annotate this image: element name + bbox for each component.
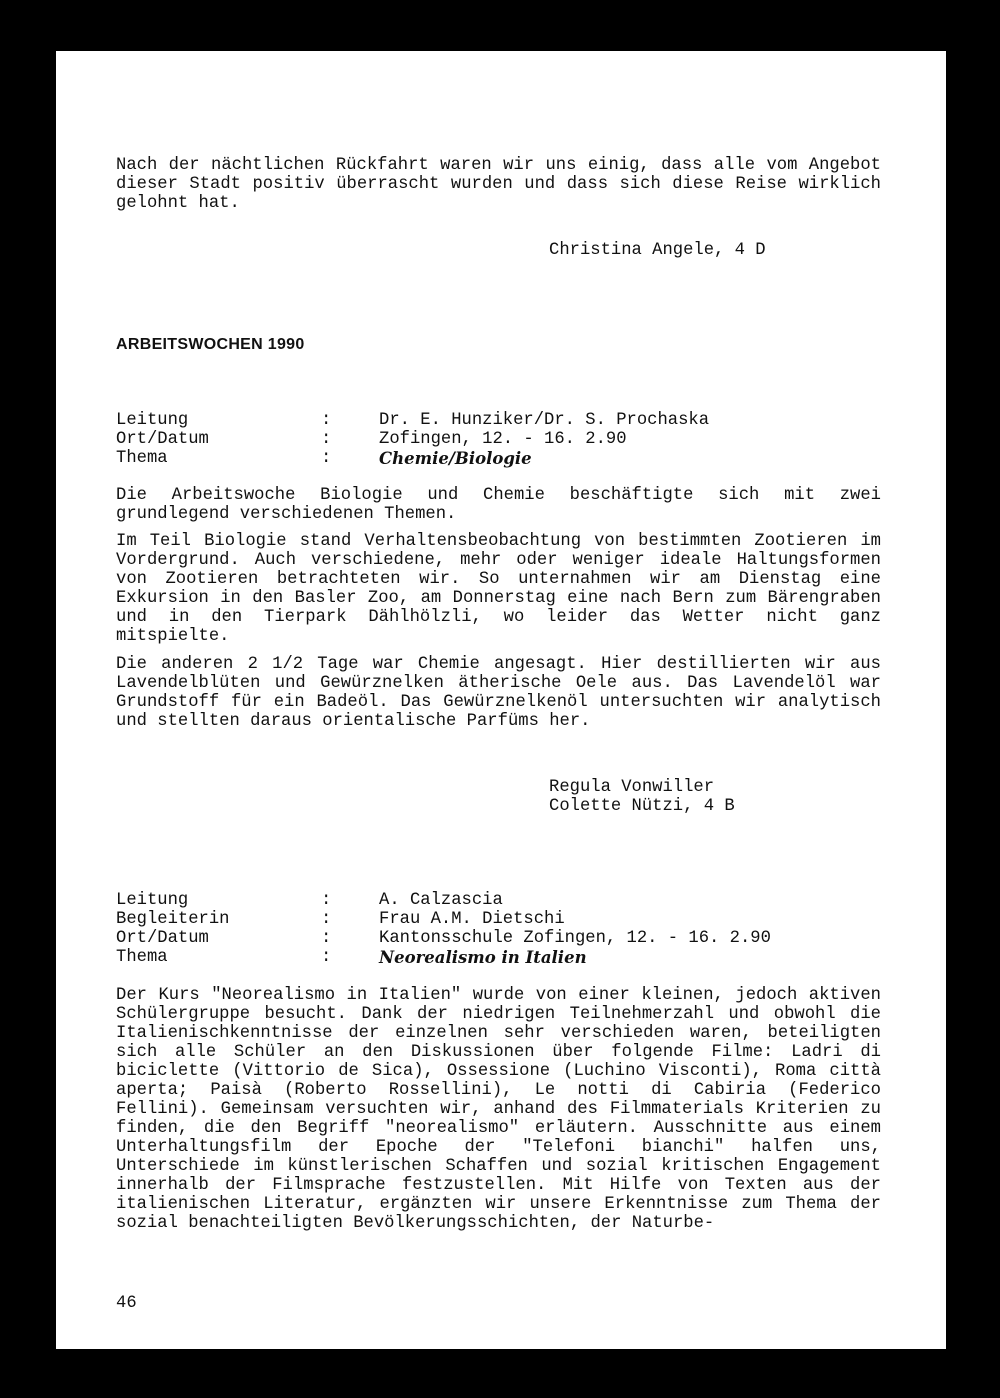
document-page [56,51,946,1349]
section-heading: ARBEITSWOCHEN 1990 [116,336,305,353]
meta-separator: : [321,929,332,948]
week2-paragraph: Der Kurs "Neorealismo in Italien" wurde von einer kleinen, jedoch aktiven Schülergruppe besucht. Dank der niedrigen Teilnehmerzahl und obwohl die Italienischkenntnisse der einzelnen sehr verschieden waren, beteiligten sich alle Schüler an den Diskussionen über folgende Filme: Ladri di biciclette (Vittorio de Sica), Ossessione (Luchino Visconti), Roma città aperta; Paisà (Roberto Rossellini), Le notti di Cabiria (Federico Fellini). Gemeinsam versuchten wir, anhand des Filmmaterials Kriterien zu finden, die den Begriff "neorealismo" erläutern. Ausschnitte aus einem Unterhaltungsfilm der Epoche der "Telefoni bianchi" halfen uns, Unterschiede im künstlerischen Schaffen und sozial kritischen Engagement innerhalb der Filmsprache festzustellen. Mit Hilfe von Texten aus der italienischen Literatur, ergänzten wir unsere Erkenntnisse zum Thema der sozial benachteiligten Bevölkerungsschichten, der Naturbe- [116,986,892,1233]
meta-value: A. Calzascia [379,891,503,910]
meta-value: Zofingen, 12. - 16. 2.90 [379,430,627,449]
meta-label: Thema [116,948,168,967]
week1-signature-line-1: Regula Vonwiller [549,778,715,797]
meta-separator: : [321,910,332,929]
meta-label: Leitung [116,411,189,430]
meta-value: Frau A.M. Dietschi [379,910,565,929]
meta-theme-value: Neorealismo in Italien [379,948,587,967]
meta-separator: : [321,430,332,449]
meta-separator: : [321,891,332,910]
meta-separator: : [321,411,332,430]
page-number: 46 [116,1294,137,1313]
week1-paragraph-2: Im Teil Biologie stand Verhaltensbeobachtung von bestimmten Zootieren im Vordergrund. Auch verschiedene, mehr oder weniger ideale Haltungsformen von Zootieren betrachteten wir. So unternahmen wir am Dienstag eine Exkursion in den Basler Zoo, am Donnerstag eine nach Bern zum Bärengraben und in den Tierpark Dählhölzli, wo leider das Wetter nicht ganz mitspielte. [116,532,892,646]
meta-separator: : [321,449,332,468]
week1-paragraph-1: Die Arbeitswoche Biologie und Chemie beschäftigte sich mit zwei grundlegend verschiedenen Themen. [116,486,892,524]
week1-paragraph-3: Die anderen 2 1/2 Tage war Chemie angesagt. Hier destillierten wir aus Lavendelblüten und Gewürznelken ätherische Oele aus. Das Lavendelöl war Grundstoff für ein Badeöl. Das Gewürznelkenöl untersuchten wir analytisch und stellten daraus orientalische Parfüms her. [116,655,892,731]
meta-label: Thema [116,449,168,468]
meta-separator: : [321,948,332,967]
meta-value: Kantonsschule Zofingen, 12. - 16. 2.90 [379,929,771,948]
intro-signature: Christina Angele, 4 D [549,241,766,260]
week1-signature-line-2: Colette Nützi, 4 B [549,797,735,816]
meta-label: Ort/Datum [116,929,209,948]
meta-value: Dr. E. Hunziker/Dr. S. Prochaska [379,411,710,430]
meta-label: Ort/Datum [116,430,209,449]
meta-label: Leitung [116,891,189,910]
intro-paragraph: Nach der nächtlichen Rückfahrt waren wir uns einig, dass alle vom Angebot dieser Stadt positiv überrascht wurden und dass sich diese Reise wirklich gelohnt hat. [116,156,892,213]
meta-label: Begleiterin [116,910,230,929]
meta-theme-value: Chemie/Biologie [379,449,532,468]
